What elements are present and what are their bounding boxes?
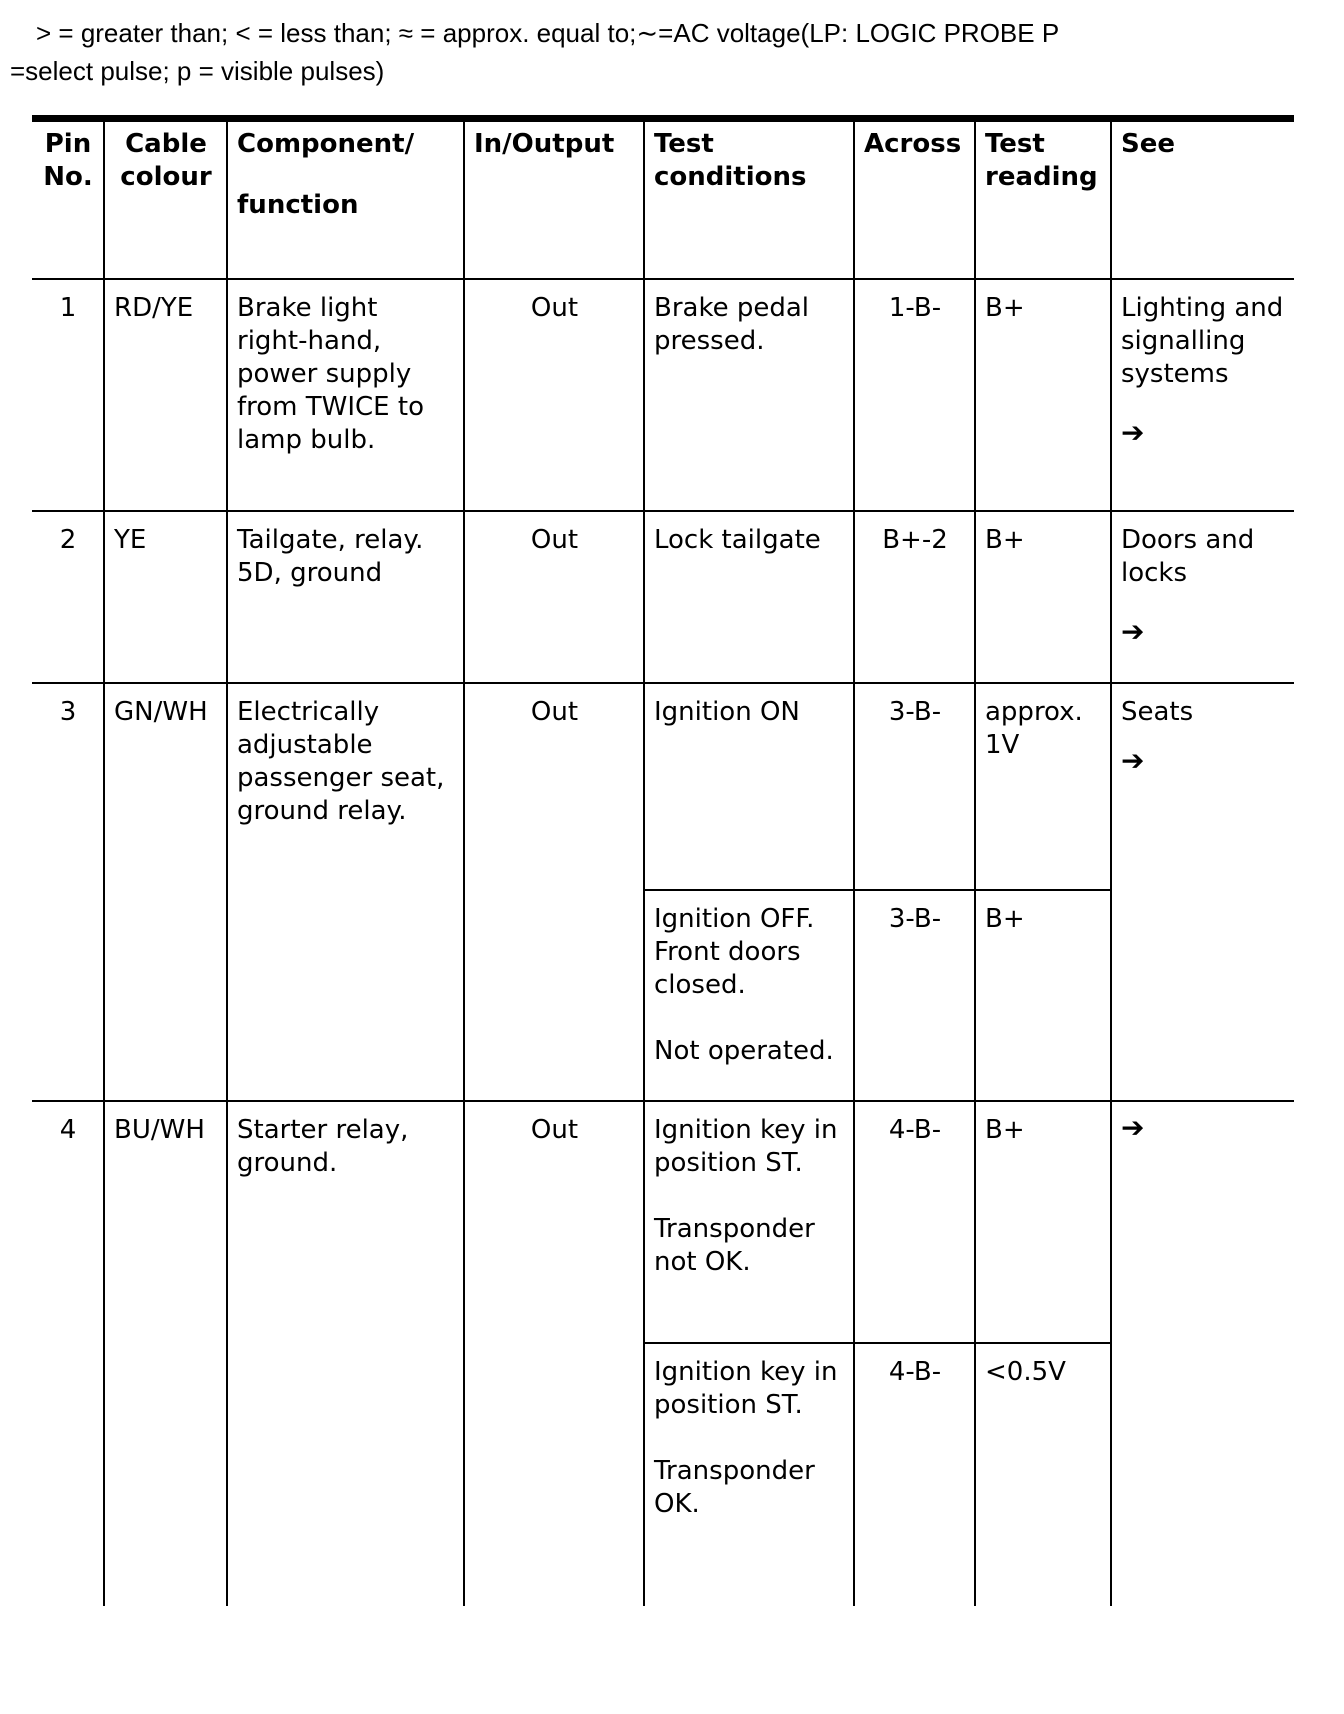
cable-colour: GN/WH [104, 683, 227, 1101]
header-see: See [1111, 122, 1294, 280]
see-reference-text: Doors and locks [1121, 525, 1255, 588]
in-output: Out [464, 683, 644, 1101]
across-value: B+-2 [854, 511, 975, 683]
test-reading: B+ [975, 279, 1111, 511]
in-output: Out [464, 511, 644, 683]
header-test-reading: Test reading [975, 122, 1111, 280]
table-row [32, 279, 1294, 511]
test-condition: Brake pedal pressed. [644, 279, 854, 511]
arrow-right-icon[interactable]: ➔ [1121, 416, 1145, 449]
cable-colour: YE [104, 511, 227, 683]
table-header-row [32, 122, 1294, 280]
cable-colour: RD/YE [104, 279, 227, 511]
see-reference-text: Seats [1121, 697, 1194, 727]
header-component-line2: function [237, 190, 359, 220]
test-condition-line: Ignition key in position ST. [654, 1357, 838, 1420]
test-condition: Lock tailgate [644, 511, 854, 683]
see-reference [1111, 511, 1294, 683]
cable-colour: BU/WH [104, 1101, 227, 1606]
test-condition-line: Ignition OFF. Front doors closed. [654, 904, 815, 1000]
table-row [32, 511, 1294, 683]
symbol-legend [10, 14, 1300, 90]
in-output: Out [464, 1101, 644, 1606]
see-reference [1111, 279, 1294, 511]
arrow-right-icon[interactable]: ➔ [1121, 615, 1145, 648]
test-reading: B+ [975, 890, 1111, 1101]
pin-number: 2 [32, 511, 104, 683]
pin-number: 1 [32, 279, 104, 511]
header-across: Across [854, 122, 975, 280]
header-pin-no: Pin No. [32, 122, 104, 280]
component-function: Brake light right-hand, power supply from TWICE to lamp bulb. [227, 279, 464, 511]
table-row [32, 683, 1294, 890]
pin-assignment-table [32, 115, 1294, 1714]
header-test-conditions: Test conditions [644, 122, 854, 280]
header-component-function [227, 122, 464, 280]
test-condition-note: Transponder not OK. [654, 1214, 815, 1277]
test-condition-note: Not operated. [654, 1036, 834, 1066]
test-condition [644, 1101, 854, 1343]
across-value: 4-B- [854, 1343, 975, 1606]
test-condition-note: Transponder OK. [654, 1456, 815, 1519]
legend-line-1: > = greater than; < = less than; ≈ = approx. equal to;∼=AC voltage(LP: LOGIC PROBE P [36, 18, 1060, 48]
table-row [32, 1101, 1294, 1343]
header-in-output: In/Output [464, 122, 644, 280]
test-reading: B+ [975, 1101, 1111, 1343]
component-function: Starter relay, ground. [227, 1101, 464, 1606]
test-reading: B+ [975, 511, 1111, 683]
pin-number: 4 [32, 1101, 104, 1606]
header-cable-colour: Cable colour [104, 122, 227, 280]
in-output: Out [464, 279, 644, 511]
across-value: 3-B- [854, 890, 975, 1101]
test-condition [644, 890, 854, 1101]
across-value: 4-B- [854, 1101, 975, 1343]
arrow-right-icon[interactable]: ➔ [1121, 1111, 1145, 1144]
test-condition: Ignition ON [644, 683, 854, 890]
pin-number: 3 [32, 683, 104, 1101]
test-condition [644, 1343, 854, 1606]
across-value: 3-B- [854, 683, 975, 890]
test-reading: <0.5V [975, 1343, 1111, 1606]
component-function: Tailgate, relay. 5D, ground [227, 511, 464, 683]
across-value: 1-B- [854, 279, 975, 511]
legend-line-2: =select pulse; p = visible pulses) [10, 56, 385, 86]
test-reading: approx. 1V [975, 683, 1111, 890]
header-component-line1: Component/ [237, 129, 415, 159]
test-condition-line: Ignition key in position ST. [654, 1115, 838, 1178]
component-function: Electrically adjustable passenger seat, ground relay. [227, 683, 464, 1101]
see-reference-text: Lighting and signalling systems [1121, 293, 1284, 389]
see-reference [1111, 1101, 1294, 1606]
arrow-right-icon[interactable]: ➔ [1121, 744, 1145, 777]
see-reference [1111, 683, 1294, 1101]
